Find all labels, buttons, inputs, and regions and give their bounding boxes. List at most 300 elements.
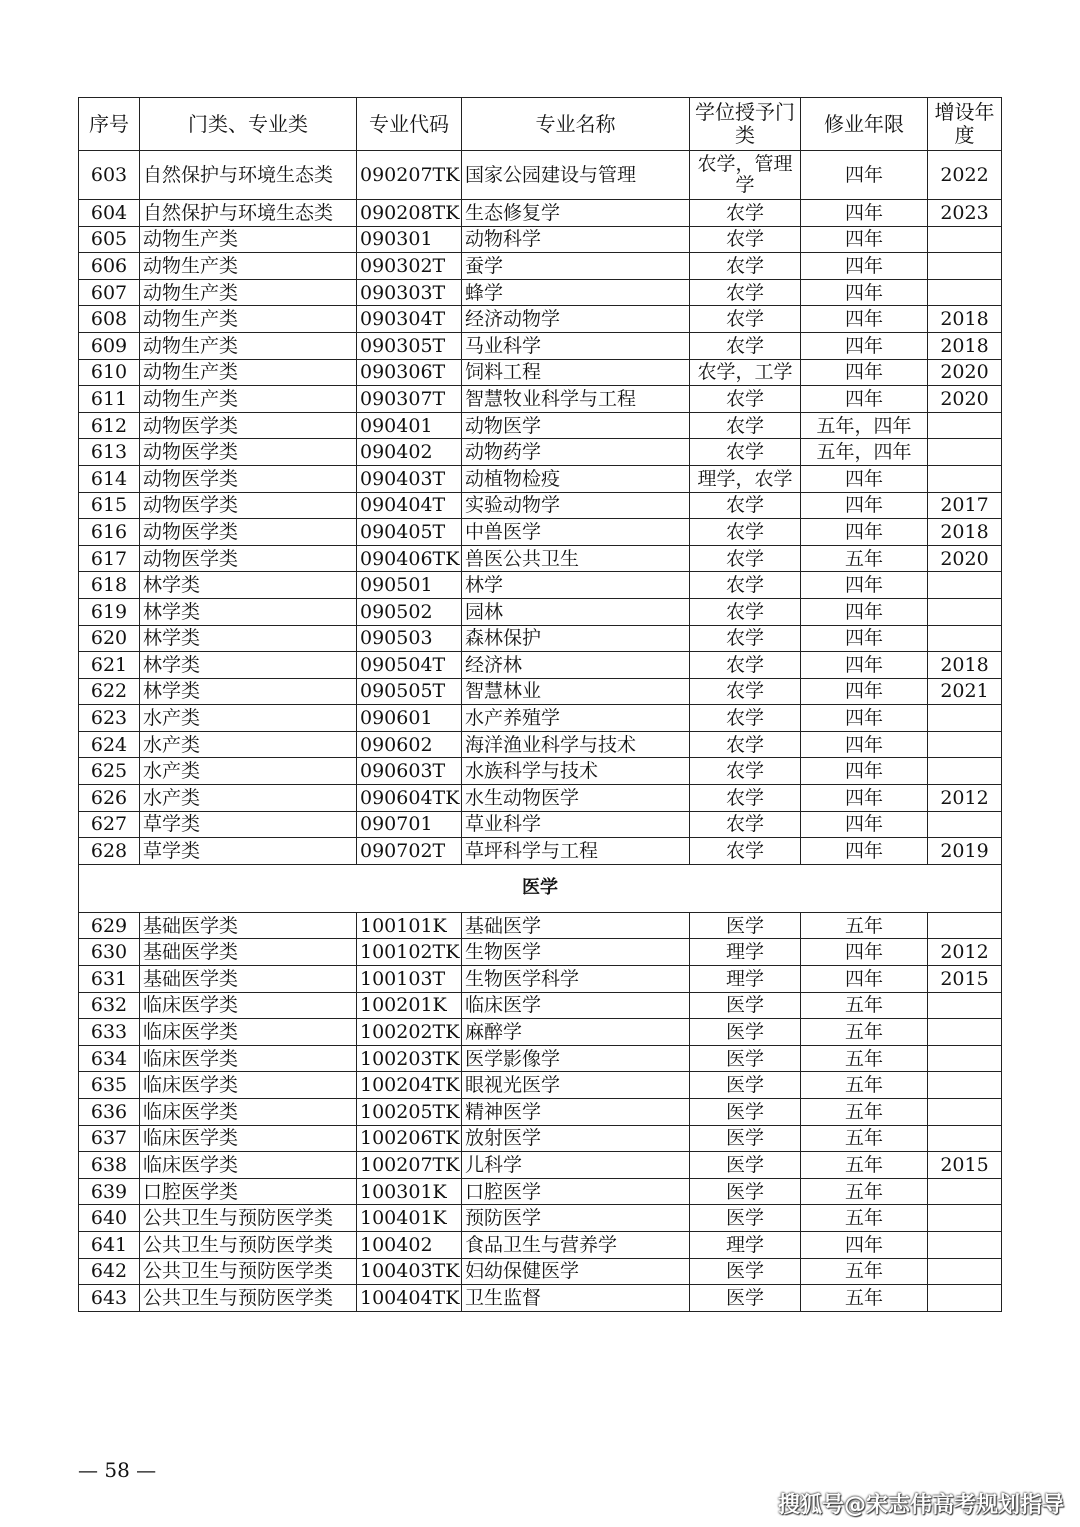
header-index: 序号 [79, 98, 140, 151]
cell-code: 090503 [357, 625, 462, 652]
cell-code: 090306T [357, 359, 462, 386]
cell-duration: 四年 [801, 678, 928, 705]
table-row [79, 519, 1002, 546]
cell-duration: 四年 [801, 811, 928, 838]
table-body-medicine [79, 912, 1002, 1311]
cell-year-added: 2018 [928, 306, 1002, 333]
cell-degree: 农学 [690, 598, 801, 625]
cell-category: 基础医学类 [140, 939, 357, 966]
table-row [79, 785, 1002, 812]
cell-major-name: 眼视光医学 [462, 1072, 690, 1099]
table-row [79, 811, 1002, 838]
cell-code: 090405T [357, 519, 462, 546]
cell-degree: 农学 [690, 439, 801, 466]
cell-code: 090501 [357, 572, 462, 599]
cell-year-added [928, 1258, 1002, 1285]
cell-year-added: 2018 [928, 519, 1002, 546]
cell-degree: 农学 [690, 200, 801, 227]
cell-code: 100206TK [357, 1125, 462, 1152]
cell-degree: 农学 [690, 652, 801, 679]
cell-degree: 农学 [690, 545, 801, 572]
cell-year-added [928, 1072, 1002, 1099]
table-row [79, 1099, 1002, 1126]
cell-degree: 农学 [690, 758, 801, 785]
cell-major-name: 口腔医学 [462, 1178, 690, 1205]
table-row [79, 439, 1002, 466]
cell-major-name: 预防医学 [462, 1205, 690, 1232]
cell-duration: 四年 [801, 838, 928, 865]
cell-major-name: 森林保护 [462, 625, 690, 652]
table-row [79, 838, 1002, 865]
table-row [79, 966, 1002, 993]
cell-duration: 四年 [801, 465, 928, 492]
cell-degree: 农学 [690, 785, 801, 812]
cell-code: 100204TK [357, 1072, 462, 1099]
cell-degree: 医学 [690, 1285, 801, 1312]
cell-category: 动物生产类 [140, 359, 357, 386]
cell-major-name: 生物医学 [462, 939, 690, 966]
cell-code: 100205TK [357, 1099, 462, 1126]
cell-index: 612 [79, 412, 140, 439]
cell-code: 100101K [357, 912, 462, 939]
cell-category: 基础医学类 [140, 966, 357, 993]
cell-major-name: 儿科学 [462, 1152, 690, 1179]
cell-category: 自然保护与环境生态类 [140, 200, 357, 227]
cell-duration: 四年 [801, 359, 928, 386]
cell-degree: 医学 [690, 1125, 801, 1152]
cell-category: 临床医学类 [140, 1045, 357, 1072]
cell-degree: 农学 [690, 519, 801, 546]
table-row [79, 545, 1002, 572]
cell-duration: 四年 [801, 253, 928, 280]
cell-degree: 农学 [690, 625, 801, 652]
cell-year-added: 2019 [928, 838, 1002, 865]
cell-degree: 医学 [690, 1019, 801, 1046]
cell-index: 614 [79, 465, 140, 492]
cell-year-added: 2021 [928, 678, 1002, 705]
cell-code: 090505T [357, 678, 462, 705]
cell-duration: 四年 [801, 705, 928, 732]
table-row [79, 253, 1002, 280]
cell-category: 动物医学类 [140, 492, 357, 519]
cell-major-name: 智慧林业 [462, 678, 690, 705]
cell-degree: 农学，管理学 [690, 151, 801, 200]
cell-index: 640 [79, 1205, 140, 1232]
cell-index: 606 [79, 253, 140, 280]
cell-code: 100301K [357, 1178, 462, 1205]
table-row [79, 598, 1002, 625]
cell-major-name: 动物科学 [462, 226, 690, 253]
cell-code: 100203TK [357, 1045, 462, 1072]
cell-year-added [928, 465, 1002, 492]
cell-duration: 五年 [801, 912, 928, 939]
cell-duration: 四年 [801, 652, 928, 679]
cell-category: 林学类 [140, 572, 357, 599]
cell-index: 621 [79, 652, 140, 679]
cell-major-name: 动物医学 [462, 412, 690, 439]
cell-duration: 五年 [801, 1258, 928, 1285]
cell-year-added: 2018 [928, 652, 1002, 679]
cell-duration: 四年 [801, 785, 928, 812]
table-row [79, 625, 1002, 652]
cell-major-name: 精神医学 [462, 1099, 690, 1126]
cell-duration: 四年 [801, 1231, 928, 1258]
table-row [79, 758, 1002, 785]
cell-major-name: 放射医学 [462, 1125, 690, 1152]
cell-year-added: 2015 [928, 966, 1002, 993]
cell-major-name: 卫生监督 [462, 1285, 690, 1312]
cell-index: 613 [79, 439, 140, 466]
cell-major-name: 麻醉学 [462, 1019, 690, 1046]
header-code: 专业代码 [357, 98, 462, 151]
cell-category: 临床医学类 [140, 992, 357, 1019]
cell-code: 090604TK [357, 785, 462, 812]
cell-year-added [928, 705, 1002, 732]
cell-index: 617 [79, 545, 140, 572]
cell-year-added [928, 572, 1002, 599]
cell-year-added [928, 226, 1002, 253]
cell-year-added [928, 912, 1002, 939]
table-row [79, 1072, 1002, 1099]
cell-code: 090303T [357, 279, 462, 306]
cell-index: 636 [79, 1099, 140, 1126]
cell-degree: 医学 [690, 912, 801, 939]
cell-category: 动物医学类 [140, 519, 357, 546]
cell-code: 090301 [357, 226, 462, 253]
cell-duration: 五年 [801, 1099, 928, 1126]
cell-major-name: 水族科学与技术 [462, 758, 690, 785]
table-row [79, 1258, 1002, 1285]
cell-duration: 五年 [801, 1178, 928, 1205]
cell-duration: 四年 [801, 966, 928, 993]
cell-category: 动物生产类 [140, 226, 357, 253]
table-row [79, 912, 1002, 939]
cell-duration: 五年 [801, 1152, 928, 1179]
cell-year-added [928, 1205, 1002, 1232]
cell-duration: 四年 [801, 625, 928, 652]
cell-year-added [928, 1099, 1002, 1126]
cell-index: 611 [79, 386, 140, 413]
cell-year-added [928, 253, 1002, 280]
cell-index: 615 [79, 492, 140, 519]
cell-category: 动物生产类 [140, 332, 357, 359]
cell-year-added [928, 439, 1002, 466]
cell-index: 634 [79, 1045, 140, 1072]
cell-duration: 四年 [801, 200, 928, 227]
cell-major-name: 蜂学 [462, 279, 690, 306]
cell-year-added [928, 625, 1002, 652]
cell-major-name: 马业科学 [462, 332, 690, 359]
cell-degree: 医学 [690, 1205, 801, 1232]
cell-code: 100102TK [357, 939, 462, 966]
cell-year-added: 2012 [928, 939, 1002, 966]
table-row [79, 1205, 1002, 1232]
cell-degree: 医学 [690, 992, 801, 1019]
cell-index: 637 [79, 1125, 140, 1152]
cell-index: 619 [79, 598, 140, 625]
cell-category: 公共卫生与预防医学类 [140, 1285, 357, 1312]
table-row [79, 412, 1002, 439]
table-row [79, 226, 1002, 253]
cell-year-added: 2012 [928, 785, 1002, 812]
table-row [79, 939, 1002, 966]
cell-index: 616 [79, 519, 140, 546]
table-row [79, 1231, 1002, 1258]
cell-category: 口腔医学类 [140, 1178, 357, 1205]
cell-duration: 四年 [801, 306, 928, 333]
cell-degree: 农学 [690, 705, 801, 732]
cell-major-name: 临床医学 [462, 992, 690, 1019]
cell-duration: 五年 [801, 1045, 928, 1072]
cell-index: 610 [79, 359, 140, 386]
table-row [79, 151, 1002, 200]
cell-code: 100404TK [357, 1285, 462, 1312]
cell-category: 动物生产类 [140, 386, 357, 413]
majors-table [78, 97, 1002, 1312]
cell-code: 090305T [357, 332, 462, 359]
cell-category: 公共卫生与预防医学类 [140, 1231, 357, 1258]
cell-category: 动物生产类 [140, 306, 357, 333]
cell-year-added [928, 1019, 1002, 1046]
cell-major-name: 妇幼保健医学 [462, 1258, 690, 1285]
cell-degree: 农学 [690, 838, 801, 865]
cell-year-added [928, 731, 1002, 758]
cell-index: 625 [79, 758, 140, 785]
cell-degree: 农学 [690, 492, 801, 519]
table-row [79, 1178, 1002, 1205]
cell-code: 090404T [357, 492, 462, 519]
cell-category: 临床医学类 [140, 1072, 357, 1099]
cell-year-added: 2022 [928, 151, 1002, 200]
cell-major-name: 经济林 [462, 652, 690, 679]
cell-year-added [928, 412, 1002, 439]
cell-degree: 医学 [690, 1178, 801, 1205]
cell-degree: 医学 [690, 1152, 801, 1179]
cell-duration: 五年，四年 [801, 412, 928, 439]
cell-index: 641 [79, 1231, 140, 1258]
cell-code: 090504T [357, 652, 462, 679]
cell-code: 090207TK [357, 151, 462, 200]
cell-degree: 农学，工学 [690, 359, 801, 386]
cell-index: 605 [79, 226, 140, 253]
cell-duration: 四年 [801, 758, 928, 785]
cell-year-added: 2015 [928, 1152, 1002, 1179]
cell-category: 林学类 [140, 625, 357, 652]
cell-year-added [928, 758, 1002, 785]
cell-duration: 四年 [801, 731, 928, 758]
cell-duration: 五年 [801, 545, 928, 572]
table-row [79, 1045, 1002, 1072]
cell-major-name: 基础医学 [462, 912, 690, 939]
cell-year-added: 2023 [928, 200, 1002, 227]
cell-year-added: 2020 [928, 359, 1002, 386]
cell-degree: 医学 [690, 1072, 801, 1099]
section-row [79, 864, 1002, 912]
cell-year-added: 2020 [928, 386, 1002, 413]
cell-major-name: 智慧牧业科学与工程 [462, 386, 690, 413]
header-major-name: 专业名称 [462, 98, 690, 151]
cell-category: 临床医学类 [140, 1152, 357, 1179]
cell-duration: 五年 [801, 1125, 928, 1152]
cell-major-name: 林学 [462, 572, 690, 599]
cell-major-name: 国家公园建设与管理 [462, 151, 690, 200]
watermark: 搜狐号@宋志伟高考规划指导 [778, 1493, 1065, 1518]
cell-category: 水产类 [140, 758, 357, 785]
cell-degree: 农学 [690, 226, 801, 253]
cell-category: 草学类 [140, 811, 357, 838]
cell-year-added [928, 1231, 1002, 1258]
table-row [79, 200, 1002, 227]
cell-major-name: 中兽医学 [462, 519, 690, 546]
cell-duration: 四年 [801, 519, 928, 546]
table-body-agriculture [79, 151, 1002, 865]
cell-duration: 五年 [801, 1285, 928, 1312]
cell-code: 090603T [357, 758, 462, 785]
cell-year-added [928, 598, 1002, 625]
cell-category: 林学类 [140, 652, 357, 679]
cell-index: 624 [79, 731, 140, 758]
cell-category: 公共卫生与预防医学类 [140, 1205, 357, 1232]
cell-index: 623 [79, 705, 140, 732]
cell-duration: 五年 [801, 1072, 928, 1099]
table-row [79, 1152, 1002, 1179]
cell-year-added [928, 992, 1002, 1019]
cell-code: 090307T [357, 386, 462, 413]
cell-year-added [928, 1178, 1002, 1205]
cell-code: 100207TK [357, 1152, 462, 1179]
table-header-row [79, 98, 1002, 151]
cell-index: 603 [79, 151, 140, 200]
table-row [79, 386, 1002, 413]
cell-duration: 四年 [801, 598, 928, 625]
cell-major-name: 园林 [462, 598, 690, 625]
cell-category: 水产类 [140, 705, 357, 732]
cell-major-name: 动植物检疫 [462, 465, 690, 492]
cell-major-name: 兽医公共卫生 [462, 545, 690, 572]
cell-code: 100403TK [357, 1258, 462, 1285]
cell-index: 633 [79, 1019, 140, 1046]
header-duration: 修业年限 [801, 98, 928, 151]
section-title: 医学 [79, 864, 1002, 912]
cell-duration: 四年 [801, 332, 928, 359]
cell-index: 608 [79, 306, 140, 333]
table-row [79, 1019, 1002, 1046]
cell-degree: 农学 [690, 332, 801, 359]
cell-duration: 四年 [801, 279, 928, 306]
cell-major-name: 海洋渔业科学与技术 [462, 731, 690, 758]
cell-major-name: 动物药学 [462, 439, 690, 466]
cell-year-added: 2018 [928, 332, 1002, 359]
cell-duration: 五年 [801, 1205, 928, 1232]
cell-duration: 四年 [801, 226, 928, 253]
cell-index: 643 [79, 1285, 140, 1312]
cell-category: 动物医学类 [140, 545, 357, 572]
cell-index: 629 [79, 912, 140, 939]
cell-degree: 理学 [690, 939, 801, 966]
header-degree: 学位授予门类 [690, 98, 801, 151]
cell-major-name: 生态修复学 [462, 200, 690, 227]
cell-code: 100401K [357, 1205, 462, 1232]
cell-year-added [928, 1045, 1002, 1072]
cell-category: 动物生产类 [140, 279, 357, 306]
cell-duration: 五年 [801, 992, 928, 1019]
cell-code: 090403T [357, 465, 462, 492]
cell-code: 100202TK [357, 1019, 462, 1046]
cell-category: 水产类 [140, 785, 357, 812]
cell-major-name: 草坪科学与工程 [462, 838, 690, 865]
cell-index: 630 [79, 939, 140, 966]
cell-duration: 四年 [801, 151, 928, 200]
cell-index: 635 [79, 1072, 140, 1099]
cell-category: 动物医学类 [140, 439, 357, 466]
cell-code: 090502 [357, 598, 462, 625]
cell-category: 林学类 [140, 678, 357, 705]
cell-degree: 农学 [690, 306, 801, 333]
cell-degree: 农学 [690, 678, 801, 705]
cell-duration: 五年，四年 [801, 439, 928, 466]
table-row [79, 992, 1002, 1019]
cell-degree: 医学 [690, 1099, 801, 1126]
table-row [79, 492, 1002, 519]
cell-code: 090401 [357, 412, 462, 439]
cell-category: 动物生产类 [140, 253, 357, 280]
cell-degree: 理学 [690, 966, 801, 993]
cell-duration: 四年 [801, 939, 928, 966]
table-row [79, 1125, 1002, 1152]
cell-duration: 四年 [801, 572, 928, 599]
cell-major-name: 草业科学 [462, 811, 690, 838]
cell-degree: 农学 [690, 412, 801, 439]
cell-code: 090702T [357, 838, 462, 865]
table-section-medicine [79, 864, 1002, 912]
cell-index: 626 [79, 785, 140, 812]
cell-code: 100201K [357, 992, 462, 1019]
cell-category: 动物医学类 [140, 412, 357, 439]
header-category: 门类、专业类 [140, 98, 357, 151]
cell-degree: 理学 [690, 1231, 801, 1258]
table-row [79, 359, 1002, 386]
cell-code: 100402 [357, 1231, 462, 1258]
cell-degree: 理学，农学 [690, 465, 801, 492]
cell-code: 090701 [357, 811, 462, 838]
cell-year-added [928, 811, 1002, 838]
cell-index: 618 [79, 572, 140, 599]
cell-duration: 四年 [801, 386, 928, 413]
cell-category: 临床医学类 [140, 1125, 357, 1152]
cell-major-name: 蚕学 [462, 253, 690, 280]
cell-degree: 农学 [690, 253, 801, 280]
table-row [79, 306, 1002, 333]
cell-year-added [928, 1125, 1002, 1152]
cell-index: 642 [79, 1258, 140, 1285]
table-row [79, 705, 1002, 732]
table-row [79, 652, 1002, 679]
cell-major-name: 生物医学科学 [462, 966, 690, 993]
table-row [79, 731, 1002, 758]
cell-major-name: 实验动物学 [462, 492, 690, 519]
cell-category: 草学类 [140, 838, 357, 865]
cell-index: 622 [79, 678, 140, 705]
cell-year-added: 2017 [928, 492, 1002, 519]
table-row [79, 332, 1002, 359]
cell-index: 627 [79, 811, 140, 838]
cell-major-name: 饲料工程 [462, 359, 690, 386]
cell-degree: 农学 [690, 279, 801, 306]
cell-code: 090406TK [357, 545, 462, 572]
cell-year-added [928, 279, 1002, 306]
table-row [79, 572, 1002, 599]
page-number: — 58 — [78, 1458, 157, 1482]
